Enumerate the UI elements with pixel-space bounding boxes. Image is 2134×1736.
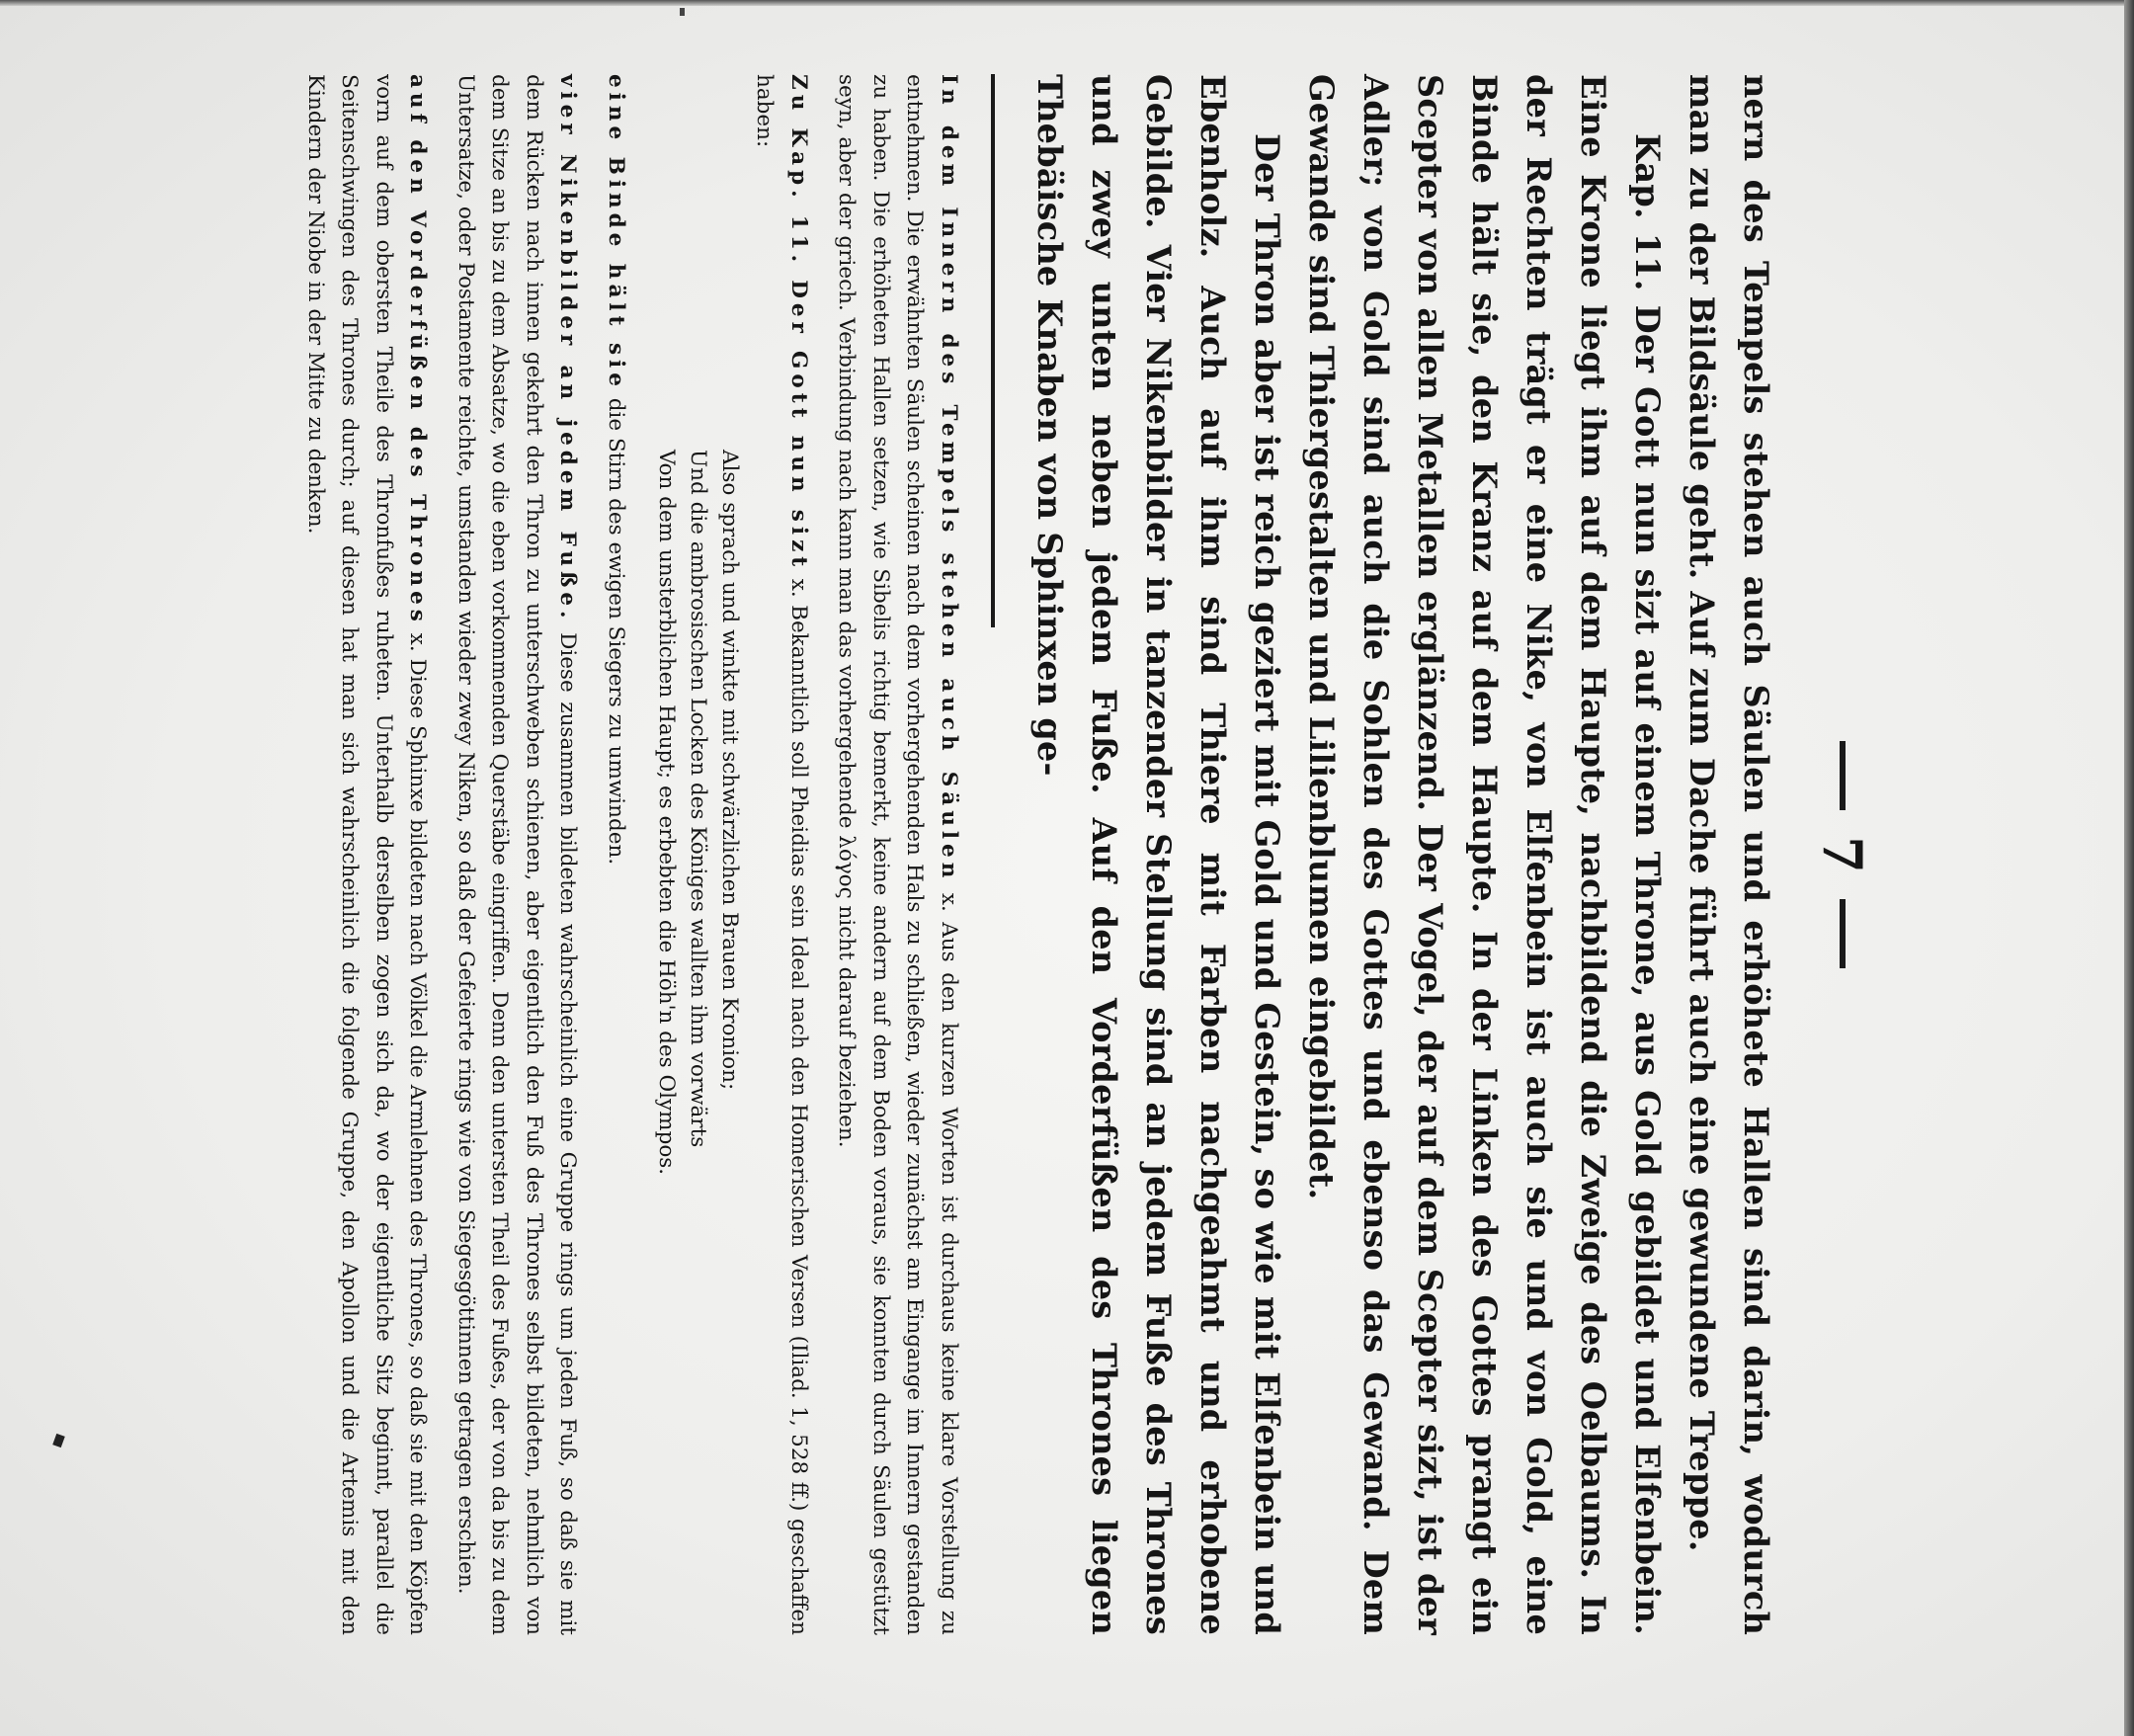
footnote-text: Diese zusammen bildeten wahrscheinlich eine Gruppe rings um jeden Fuß, so daß sie mit dem Rücken nach innen gekehrt den Thron zu unterschweben schienen, aber eigentlich den Fuß des Thrones selbst bildeten, nehmlich von dem Sitze an bis zu dem Absatze, wo die eben vorkommenden Querstäbe eingriffen. Denn den untersten Theil des Fußes, der von da bis zu dem Untersatze, oder Postamente reichte, umstanden wieder zwey Niken, so daß der Gefeierte rings wie von Siegesgöttinnen getragen erschien. <box>453 74 581 1635</box>
footnote-lemma: In dem Innern des Tempels stehen auch Säulen <box>937 74 961 883</box>
footnote <box>449 74 585 1635</box>
footnote-lemma: eine Binde hält sie <box>604 74 628 391</box>
footnote-text: die Stirn des ewigen Siegers zu umwinden. <box>604 390 628 866</box>
quote-line: Und die ambrosischen Locken des Königes wallten ihm vorwärts <box>686 450 710 1148</box>
text-block <box>298 74 1784 1635</box>
main-text <box>1023 74 1783 1635</box>
footnote-lemma: auf den Vorderfüßen des Thrones <box>405 74 431 626</box>
body-paragraph: Der Thron aber ist reich geziert mit Gold und Gestein, so wie mit Elfenbein und Ebenholz. Auch auf ihm sind Thiere mit Farben nachgeahmt und erhobene Gebilde. Vier Nikenbilder in tanzender Stellung sind an jedem Fuße des Thrones und zwey unten neben jedem Fuße. Auf den Vorderfüßen des Thrones liegen Thebäische Knaben von Sphinxen ge- <box>1030 74 1286 1635</box>
footnote-lemma: Zu Kap. 11. Der Gott nun sizt <box>786 74 811 572</box>
page-header <box>1783 44 1902 1665</box>
footnotes <box>298 74 966 1635</box>
ink-speck <box>680 8 685 16</box>
scan-right-edge <box>2124 0 2134 1736</box>
scan-top-edge <box>0 0 2134 6</box>
rotated-page <box>242 44 1902 1714</box>
footnote-text: x. Bekanntlich soll Pheidias sein Ideal nach den Homerischen Versen (Iliad. 1, 528 ff.) geschaffen haben: <box>752 74 811 1635</box>
footnote-separator <box>991 74 995 627</box>
footnote <box>298 74 435 1635</box>
spacer <box>632 74 646 1635</box>
footnote-text: x. Diese Sphinxe bildeten nach Völkel die Armlehnen des Thrones, so daß sie mit den Köpfen vorn auf dem obersten Theile des Thronfußes ruheten. Unterhalb derselben zogen sich da, wo der eigentliche Sitz beginnt, parallel die Seitenschwingen des Thrones durch; auf diesen hat man sich wahrscheinlich die folgende Gruppe, den Apollon und die Artemis mit den Kindern der Niobe in der Mitte zu denken. <box>303 74 431 1636</box>
footnote-text: x. Aus den kurzen Worten ist durchaus keine klare Vorstellung zu entnehmen. Die erwähnten Säulen scheinen nach dem vorhergehenden Hals zu schließen, wieder zunächst am Eingange im Innern gestanden zu haben. Die erhöheten Hallen setzen, wie Sibelis richtig bemerkt, keine andern auf dem Boden voraus, sie konnten durch Säulen gestützt seyn, aber der griech. Verbindung nach kann man das vorhergehende λόγος nicht darauf beziehen. <box>834 74 961 1636</box>
spacer <box>585 74 599 1635</box>
header-dash-left <box>1840 741 1846 810</box>
homer-quote <box>650 450 745 1635</box>
page-number: 7 <box>1811 836 1874 873</box>
spacer <box>435 74 449 1635</box>
quote-line: Von dem unsterblichen Haupt; es erbebten die Höh'n des Olympos. <box>654 450 679 1176</box>
body-paragraph: nern des Tempels stehen auch Säulen und erhöhete Hallen sind darin, wodurch man zu der Bildsäule geht. Auf zum Dache führt auch eine gewundene Treppe. <box>1683 74 1775 1635</box>
page-content <box>252 44 1902 1665</box>
footnote <box>599 74 633 1635</box>
footnote-lemma: vier Nikenbilder an jedem Fuße. <box>555 74 581 623</box>
footnote <box>829 74 965 1635</box>
quote-line: Also sprach und winkte mit schwärzlichen Brauen Kronion; <box>717 450 742 1091</box>
body-paragraph: Kap. 11. Der Gott nun sizt auf einem Throne, aus Gold gebildet und Elfenbein. Eine Krone liegt ihm auf dem Haupte, nachbildend die Zweige des Oelbaums. In der Rechten trägt er eine Nike, von Elfenbein ist auch sie und von Gold, eine Binde hält sie, den Kranz auf dem Haupte. In der Linken des Gottes prangt ein Scepter von allen Metallen erglänzend. Der Vogel, der auf dem Scepter sizt, ist der Adler; von Gold sind auch die Sohlen des Gottes und ebenso das Gewand. Dem Gewande sind Thiergestalten und Lilienblumen eingebildet. <box>1302 74 1667 1635</box>
footnote <box>747 74 815 1635</box>
spacer <box>815 74 829 1635</box>
header-dash-right <box>1840 899 1846 968</box>
